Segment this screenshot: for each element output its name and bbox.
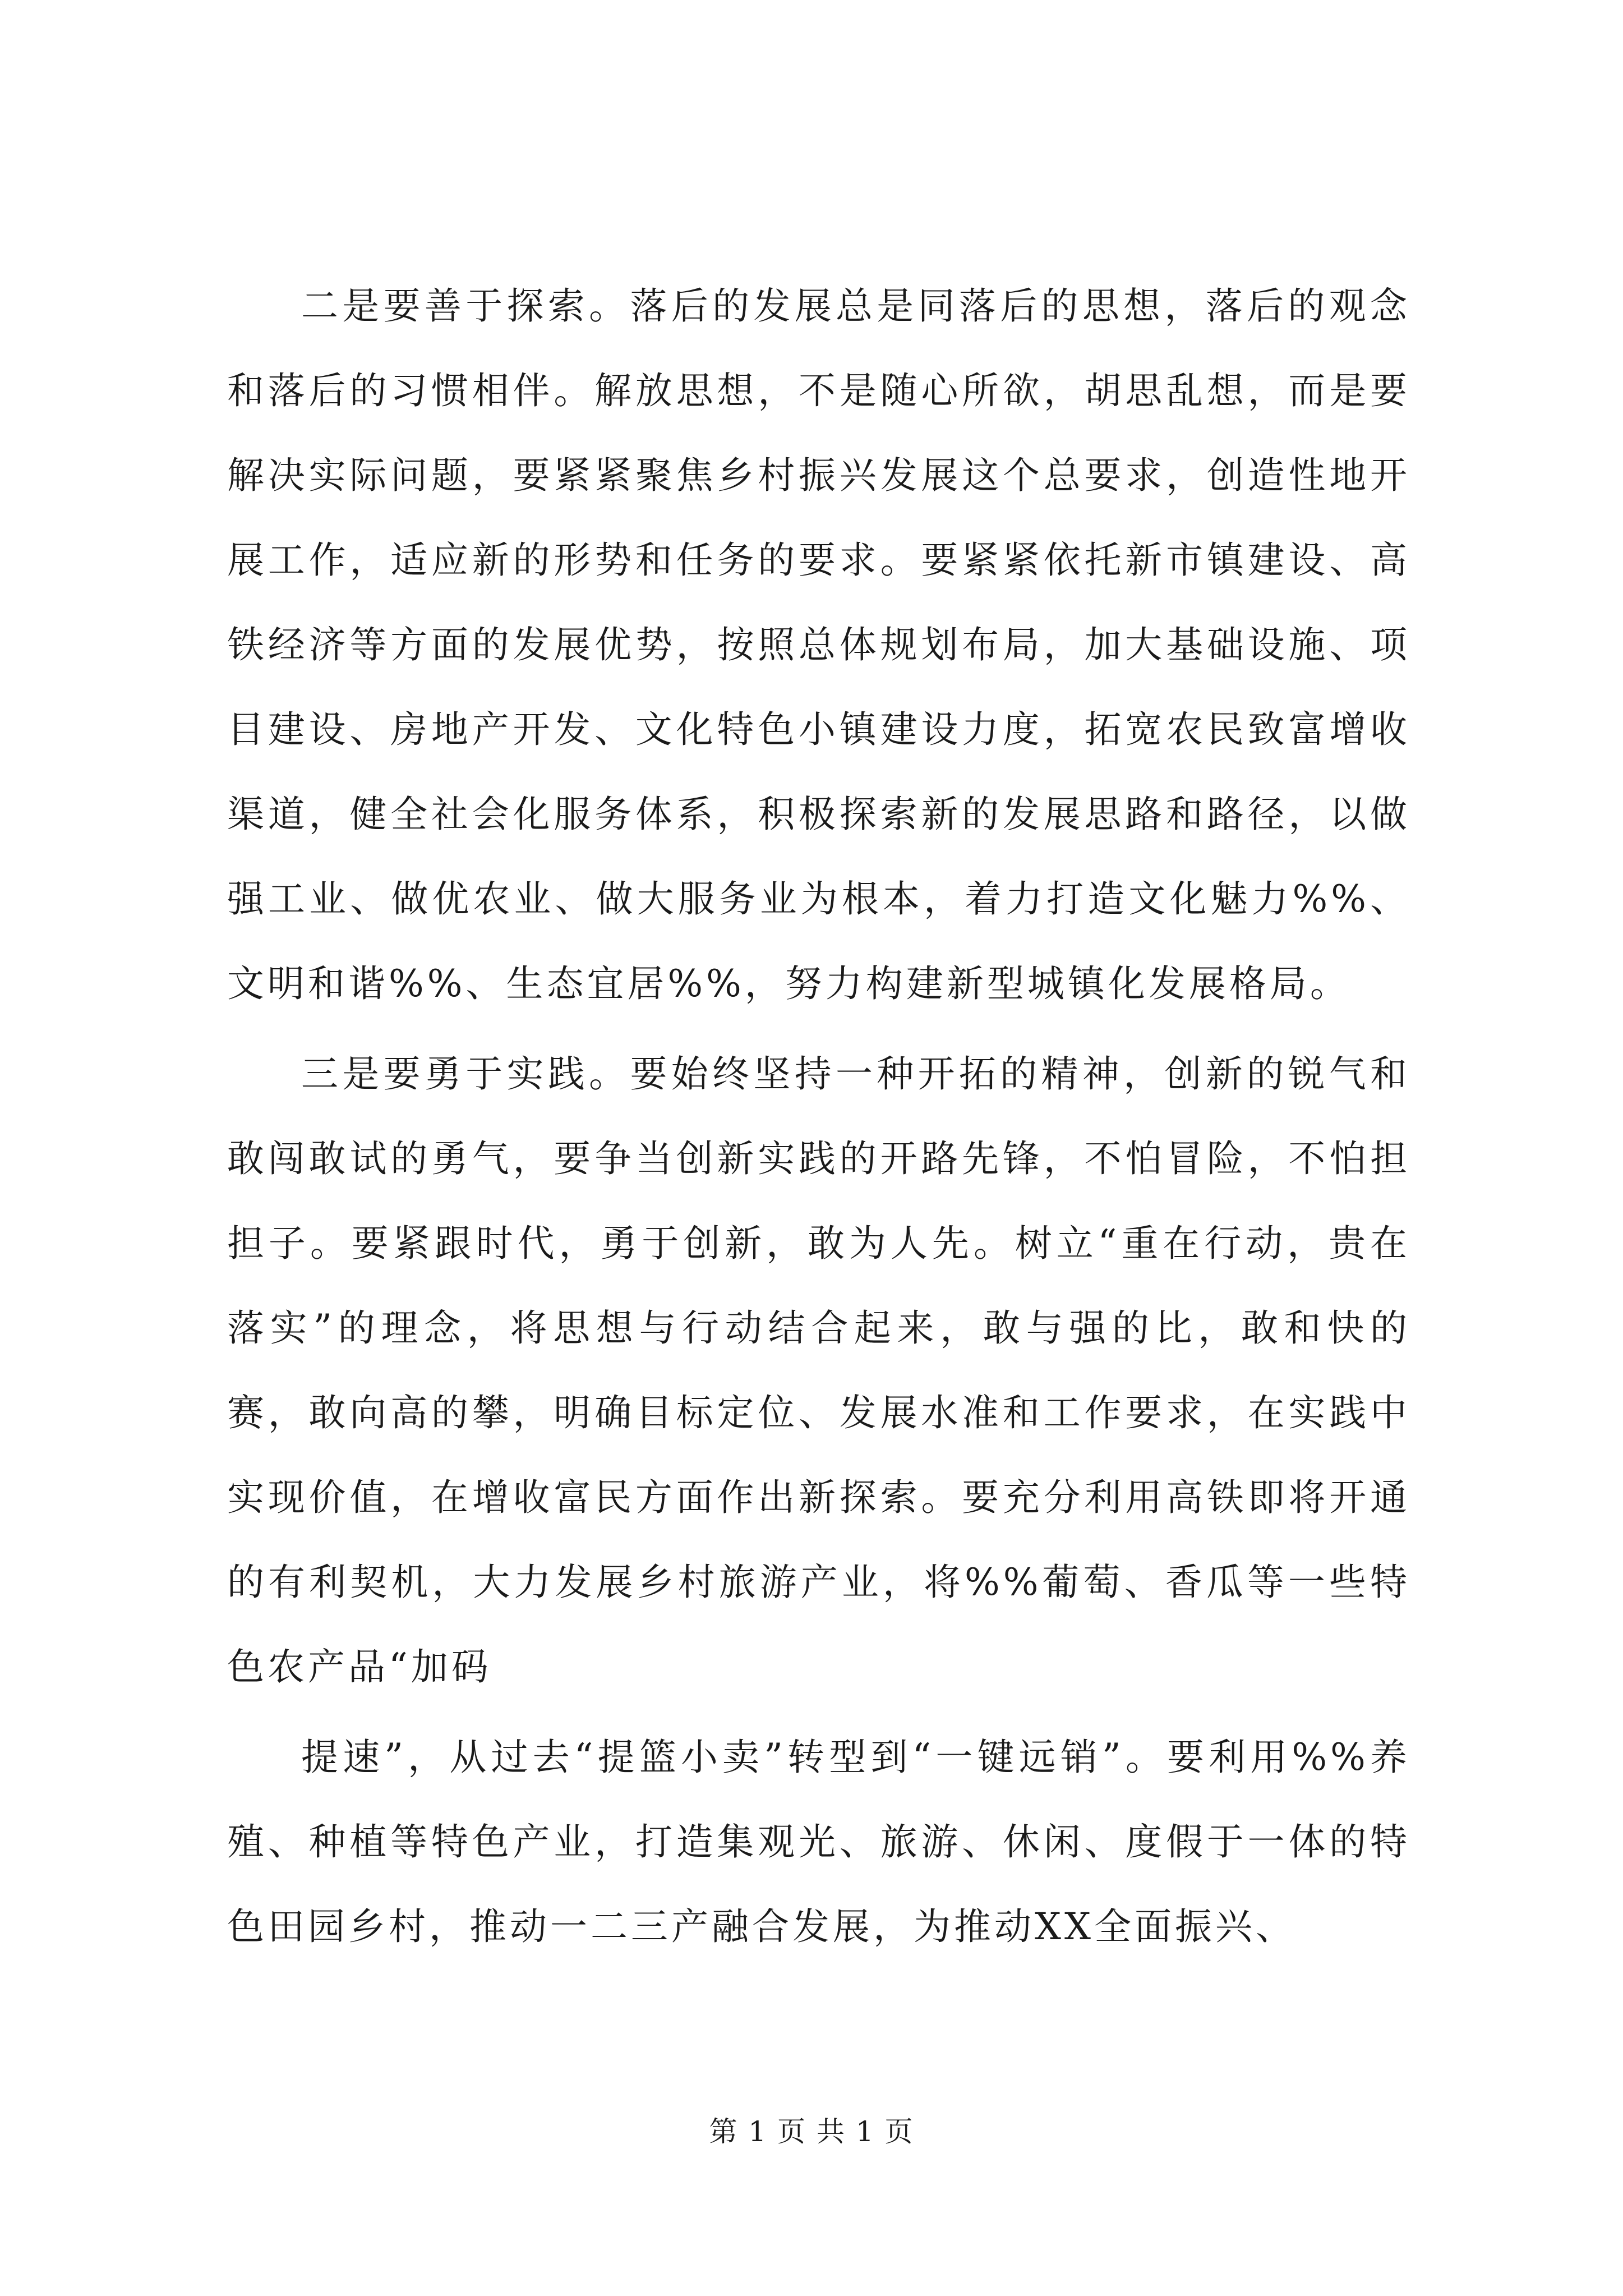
document-body (227, 264, 1410, 1969)
page-footer: 第 1 页 共 1 页 (709, 2115, 914, 2148)
paragraph-explore: 二是要善于探索。落后的发展总是同落后的思想，落后的观念和落后的习惯相伴。解放思想，不是随心所欲，胡思乱想，而是要解决实际问题，要紧紧聚焦乡村振兴发展这个总要求，创造性地开展工作，适应新的形势和任务的要求。要紧紧依托新市镇建设、高铁经济等方面的发展优势，按照总体规划布局，加大基础设施、项目建设、房地产开发、文化特色小镇建设力度，拓宽农民致富增收渠道，健全社会化服务体系，积极探索新的发展思路和路径，以做强工业、做优农业、做大服务业为根本，着力打造文化魅力%%、文明和谐%%、生态宜居%%，努力构建新型城镇化发展格局。 (227, 284, 1410, 1005)
paragraph-practice: 三是要勇于实践。要始终坚持一种开拓的精神，创新的锐气和敢闯敢试的勇气，要争当创新实践的开路先锋，不怕冒险，不怕担担子。要紧跟时代，勇于创新，敢为人先。树立“重在行动，贵在落实”的理念，将思想与行动结合起来，敢与强的比，敢和快的赛，敢向高的攀，明确目标定位、发展水准和工作要求，在实践中实现价值，在增收富民方面作出新探索。要充分利用高铁即将开通的有利契机，大力发展乡村旅游产业，将%%葡萄、香瓜等一些特色农产品“加码 (227, 1052, 1410, 1688)
paragraph-continuation: 提速”，从过去“提篮小卖”转型到“一键远销”。要利用%%养殖、种植等特色产业，打造集观光、旅游、休闲、度假于一体的特色田园乡村，推动一二三产融合发展，为推动XX全面振兴、 (227, 1736, 1410, 1948)
